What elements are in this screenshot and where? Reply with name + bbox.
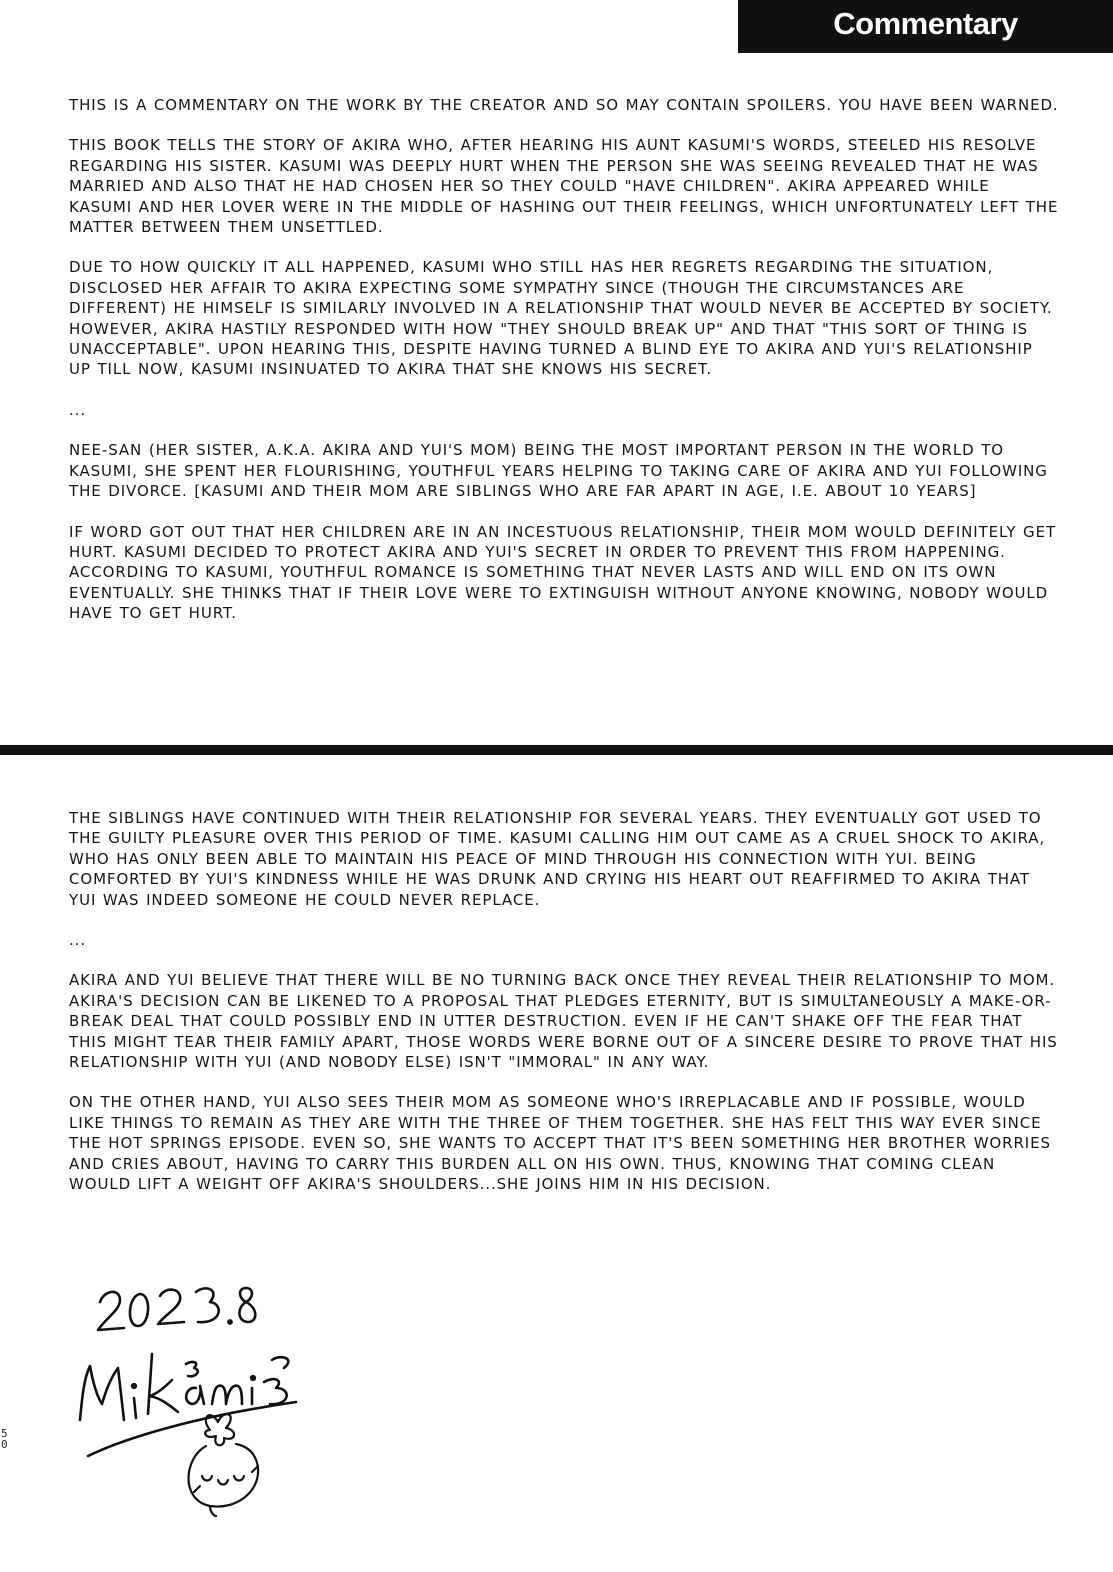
doodle-character (189, 1414, 259, 1516)
paragraph: ON THE OTHER HAND, YUI ALSO SEES THEIR MOM AS SOMEONE WHO'S IRREPLACABLE AND IF POSSIBLE, WOULD LIKE THINGS TO REMAIN AS THEY ARE WITH THE THREE OF THEM TOGETHER. SHE HAS FELT THIS WAY EVER SINCE THE HOT SPRINGS EPISODE. EVEN SO, SHE WANTS TO ACCEPT THAT IT'S BEEN SOMETHING HER BROTHER WORRIES AND CRIES ABOUT, HAVING TO CARRY THIS BURDEN ALL ON HIS OWN. THUS, KNOWING THAT COMING CLEAN WOULD LIFT A WEIGHT OFF AKIRA'S SHOULDERS...SHE JOINS HIM IN HIS DECISION. (69, 1093, 1051, 1194)
commentary-section-top (69, 95, 1059, 644)
commentary-section-bottom (69, 808, 1059, 1215)
section-divider (0, 745, 1113, 755)
paragraph: DUE TO HOW QUICKLY IT ALL HAPPENED, KASUMI WHO STILL HAS HER REGRETS REGARDING THE SITUATION, DISCLOSED HER AFFAIR TO AKIRA EXPECTING SOME SYMPATHY SINCE (THOUGH THE CIRCUMSTANCES ARE DIFFERENT) HE HIMSELF IS SIMILARLY INVOLVED IN A RELATIONSHIP THAT WOULD NEVER BE ACCEPTED BY SOCIETY. HOWEVER, AKIRA HASTILY RESPONDED WITH HOW "THEY SHOULD BREAK UP" AND THAT "THIS SORT OF THING IS UNACCEPTABLE". UPON HEARING THIS, DESPITE HAVING TURNED A BLIND EYE TO AKIRA AND YUI'S RELATIONSHIP UP TILL NOW, KASUMI INSINUATED TO AKIRA THAT SHE KNOWS HIS SECRET. (69, 258, 1053, 379)
page-number (1, 1428, 11, 1450)
paragraph: THIS BOOK TELLS THE STORY OF AKIRA WHO, AFTER HEARING HIS AUNT KASUMI'S WORDS, STEELED HIS RESOLVE REGARDING HIS SISTER. KASUMI WAS DEEPLY HURT WHEN THE PERSON SHE WAS SEEING REVEALED THAT HE WAS MARRIED AND ALSO THAT HE HAD CHOSEN HER SO THEY COULD "HAVE CHILDREN". AKIRA APPEARED WHILE KASUMI AND HER LOVER WERE IN THE MIDDLE OF HASHING OUT THEIR FEELINGS, WHICH UNFORTUNATELY LEFT THE MATTER BETWEEN THEM UNSETTLED. (69, 136, 1059, 237)
signature-drawing (60, 1280, 320, 1520)
paragraph: NEE-SAN (HER SISTER, A.K.A. AKIRA AND YUI'S MOM) BEING THE MOST IMPORTANT PERSON IN THE WORLD TO KASUMI, SHE SPENT HER FLOURISHING, YOUTHFUL YEARS HELPING TO TAKING CARE OF AKIRA AND YUI FOLLOWING THE DIVORCE. [KASUMI AND THEIR MOM ARE SIBLINGS WHO ARE FAR APART IN AGE, I.E. ABOUT 10 YEARS] (69, 441, 1048, 501)
ellipsis-separator: ... (69, 931, 87, 950)
paragraph: THIS IS A COMMENTARY ON THE WORK BY THE CREATOR AND SO MAY CONTAIN SPOILERS. YOU HAVE BEEN WARNED. (69, 96, 1059, 114)
signature-name (80, 1354, 296, 1456)
author-signature (60, 1280, 320, 1520)
paragraph: IF WORD GOT OUT THAT HER CHILDREN ARE IN AN INCESTUOUS RELATIONSHIP, THEIR MOM WOULD DEFINITELY GET HURT. KASUMI DECIDED TO PROTECT AKIRA AND YUI'S SECRET IN ORDER TO PREVENT THIS FROM HAPPENING. ACCORDING TO KASUMI, YOUTHFUL ROMANCE IS SOMETHING THAT NEVER LASTS AND WILL END ON ITS OWN EVENTUALLY. SHE THINKS THAT IF THEIR LOVE WERE TO EXTINGUISH WITHOUT ANYONE KNOWING, NOBODY WOULD HAVE TO GET HURT. (69, 522, 1057, 623)
ellipsis-separator: ... (69, 400, 87, 419)
page-number-digit: 5 (1, 1427, 8, 1440)
paragraph: AKIRA AND YUI BELIEVE THAT THERE WILL BE NO TURNING BACK ONCE THEY REVEAL THEIR RELATIONSHIP TO MOM. AKIRA'S DECISION CAN BE LIKENED TO A PROPOSAL THAT PLEDGES ETERNITY, BUT IS SIMULTANEOUSLY A MAKE-OR-BREAK DEAL THAT COULD POSSIBLY END IN UTTER DESTRUCTION. EVEN IF HE CAN'T SHAKE OFF THE FEAR THAT THIS MIGHT TEAR THEIR FAMILY APART, THOSE WORDS WERE BORNE OUT OF A SINCERE DESIRE TO PROVE THAT HIS RELATIONSHIP WITH YUI (AND NOBODY ELSE) ISN'T "IMMORAL" IN ANY WAY. (69, 971, 1058, 1072)
page-title: Commentary (833, 6, 1018, 41)
header-banner (738, 0, 1113, 53)
page-number-digit: 0 (1, 1438, 8, 1451)
paragraph: THE SIBLINGS HAVE CONTINUED WITH THEIR RELATIONSHIP FOR SEVERAL YEARS. THEY EVENTUALLY GOT USED TO THE GUILTY PLEASURE OVER THIS PERIOD OF TIME. KASUMI CALLING HIM OUT CAME AS A CRUEL SHOCK TO AKIRA, WHO HAS ONLY BEEN ABLE TO MAINTAIN HIS PEACE OF MIND THROUGH HIS CONNECTION WITH YUI. BEING COMFORTED BY YUI'S KINDNESS WHILE HE WAS DRUNK AND CRYING HIS HEART OUT REAFFIRMED TO AKIRA THAT YUI WAS INDEED SOMEONE HE COULD NEVER REPLACE. (69, 809, 1046, 909)
signature-date (98, 1288, 255, 1330)
